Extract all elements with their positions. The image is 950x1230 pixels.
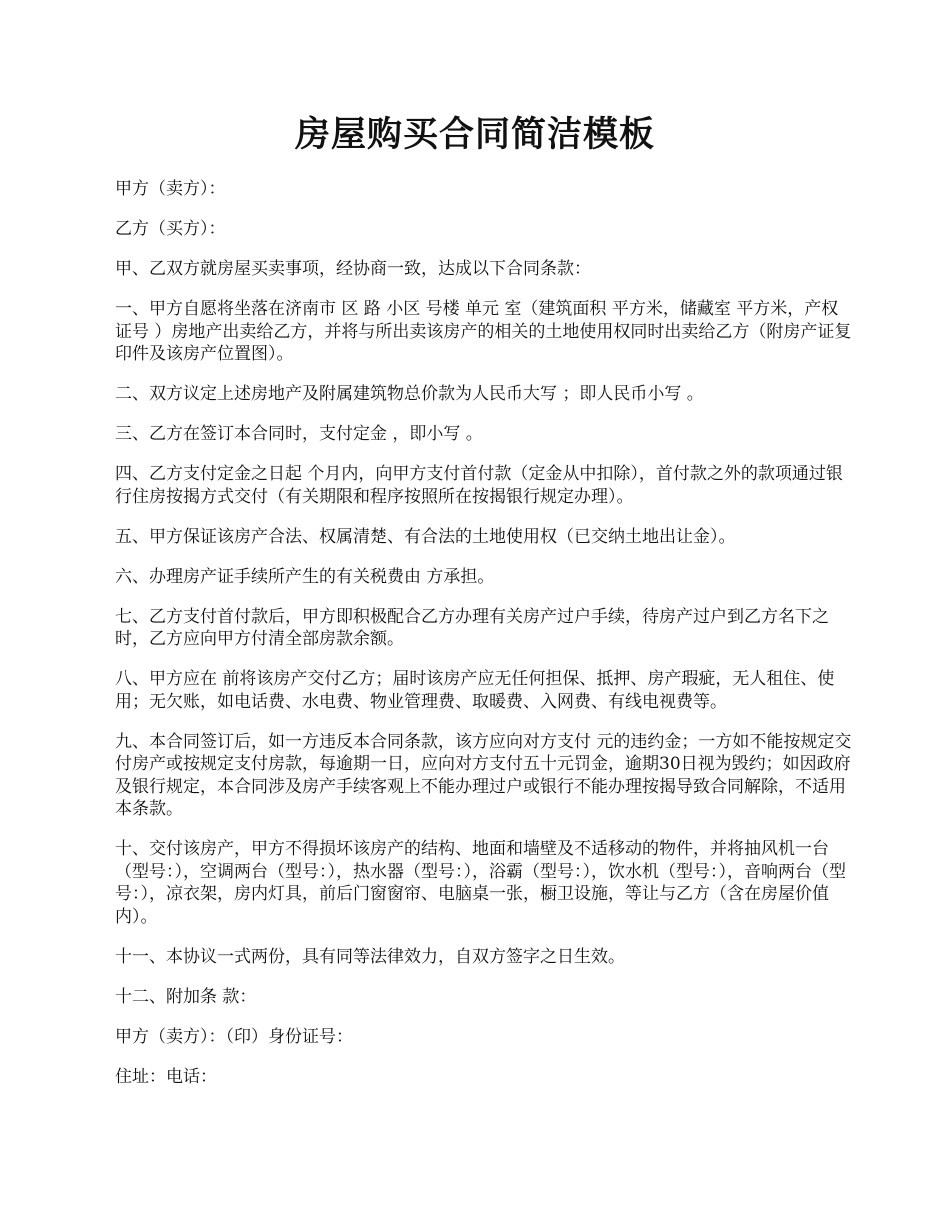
party-a-line: 甲方（卖方）： (115, 179, 226, 199)
clause-2: 二、双方议定上述房地产及附属建筑物总价款为人民币大写 ；即人民币小写 。 (115, 384, 704, 404)
signature-party-a: 甲方（卖方）：（印）身份证号： (115, 1026, 353, 1047)
address-phone-line: 住址：电话： (115, 1066, 217, 1087)
contract-body (115, 178, 855, 1106)
clause-4: 四、乙方支付定金之日起 个月内，向甲方支付首付款（定金从中扣除），首付款之外的款项通过银行住房按揭方式交付（有关期限和程序按照所在按揭银行规定办理）。 (115, 464, 843, 507)
clause-8: 八、甲方应在 前将该房产交付乙方；届时该房产应无任何担保、抵押、房产瑕疵，无人租住、使用；无欠账，如电话费、水电费、物业管理费、取暖费、入网费、有线电视费等。 (115, 669, 835, 712)
clause-7: 七、乙方支付首付款后，甲方即积极配合乙方办理有关房产过户手续，待房产过户到乙方名下之时，乙方应向甲方付清全部房款余额。 (115, 606, 829, 649)
clause-1: 一、甲方自愿将坐落在济南市 区 路 小区 号楼 单元 室（建筑面积 平方米，储藏室 平方米，产权证号 ）房地产出卖给乙方，并将与所出卖该房产的相关的土地使用权同时出卖给乙方（附房产证复印件及该房产位置图）。 (115, 299, 852, 364)
clause-3: 三、乙方在签订本合同时，支付定金 ，即小写 。 (115, 424, 483, 444)
clause-6: 六、办理房产证手续所产生的有关税费由 方承担。 (115, 566, 495, 587)
document-title: 房屋购买合同简洁模板 (294, 114, 655, 155)
clause-10: 十、交付该房产，甲方不得损坏该房产的结构、地面和墙壁及不适移动的物件，并将抽风机一台（型号：），空调两台（型号：），热水器（型号：），浴霸（型号：），饮水机（型号：），音响两台（型号：），凉衣架，房内灯具，前后门窗窗帘、电脑桌一张，橱卫设施，等让与乙方（含在房屋价值内）。 (115, 839, 846, 927)
clause-5: 五、甲方保证该房产合法、权属清楚、有合法的土地使用权（已交纳土地出让金）。 (115, 526, 736, 547)
party-b-line: 乙方（买方）： (115, 219, 226, 239)
clause-12: 十二、附加条 款： (115, 986, 257, 1007)
clause-11: 十一、本协议一式两份，具有同等法律效力，自双方签字之日生效。 (115, 946, 625, 967)
preamble: 甲、乙双方就房屋买卖事项，经协商一致，达成以下合同条款： (115, 259, 591, 279)
clause-9: 九、本合同签订后，如一方违反本合同条款，该方应向对方支付 元的违约金；一方如不能按规定交付房产或按规定支付房款，每逾期一日，应向对方支付五十元罚金，逾期30日视为毁约；如因政府及银行规定，本合同涉及房产手续客观上不能办理过户或银行不能办理按揭导致合同解除，不适用本条款。 (115, 731, 852, 819)
